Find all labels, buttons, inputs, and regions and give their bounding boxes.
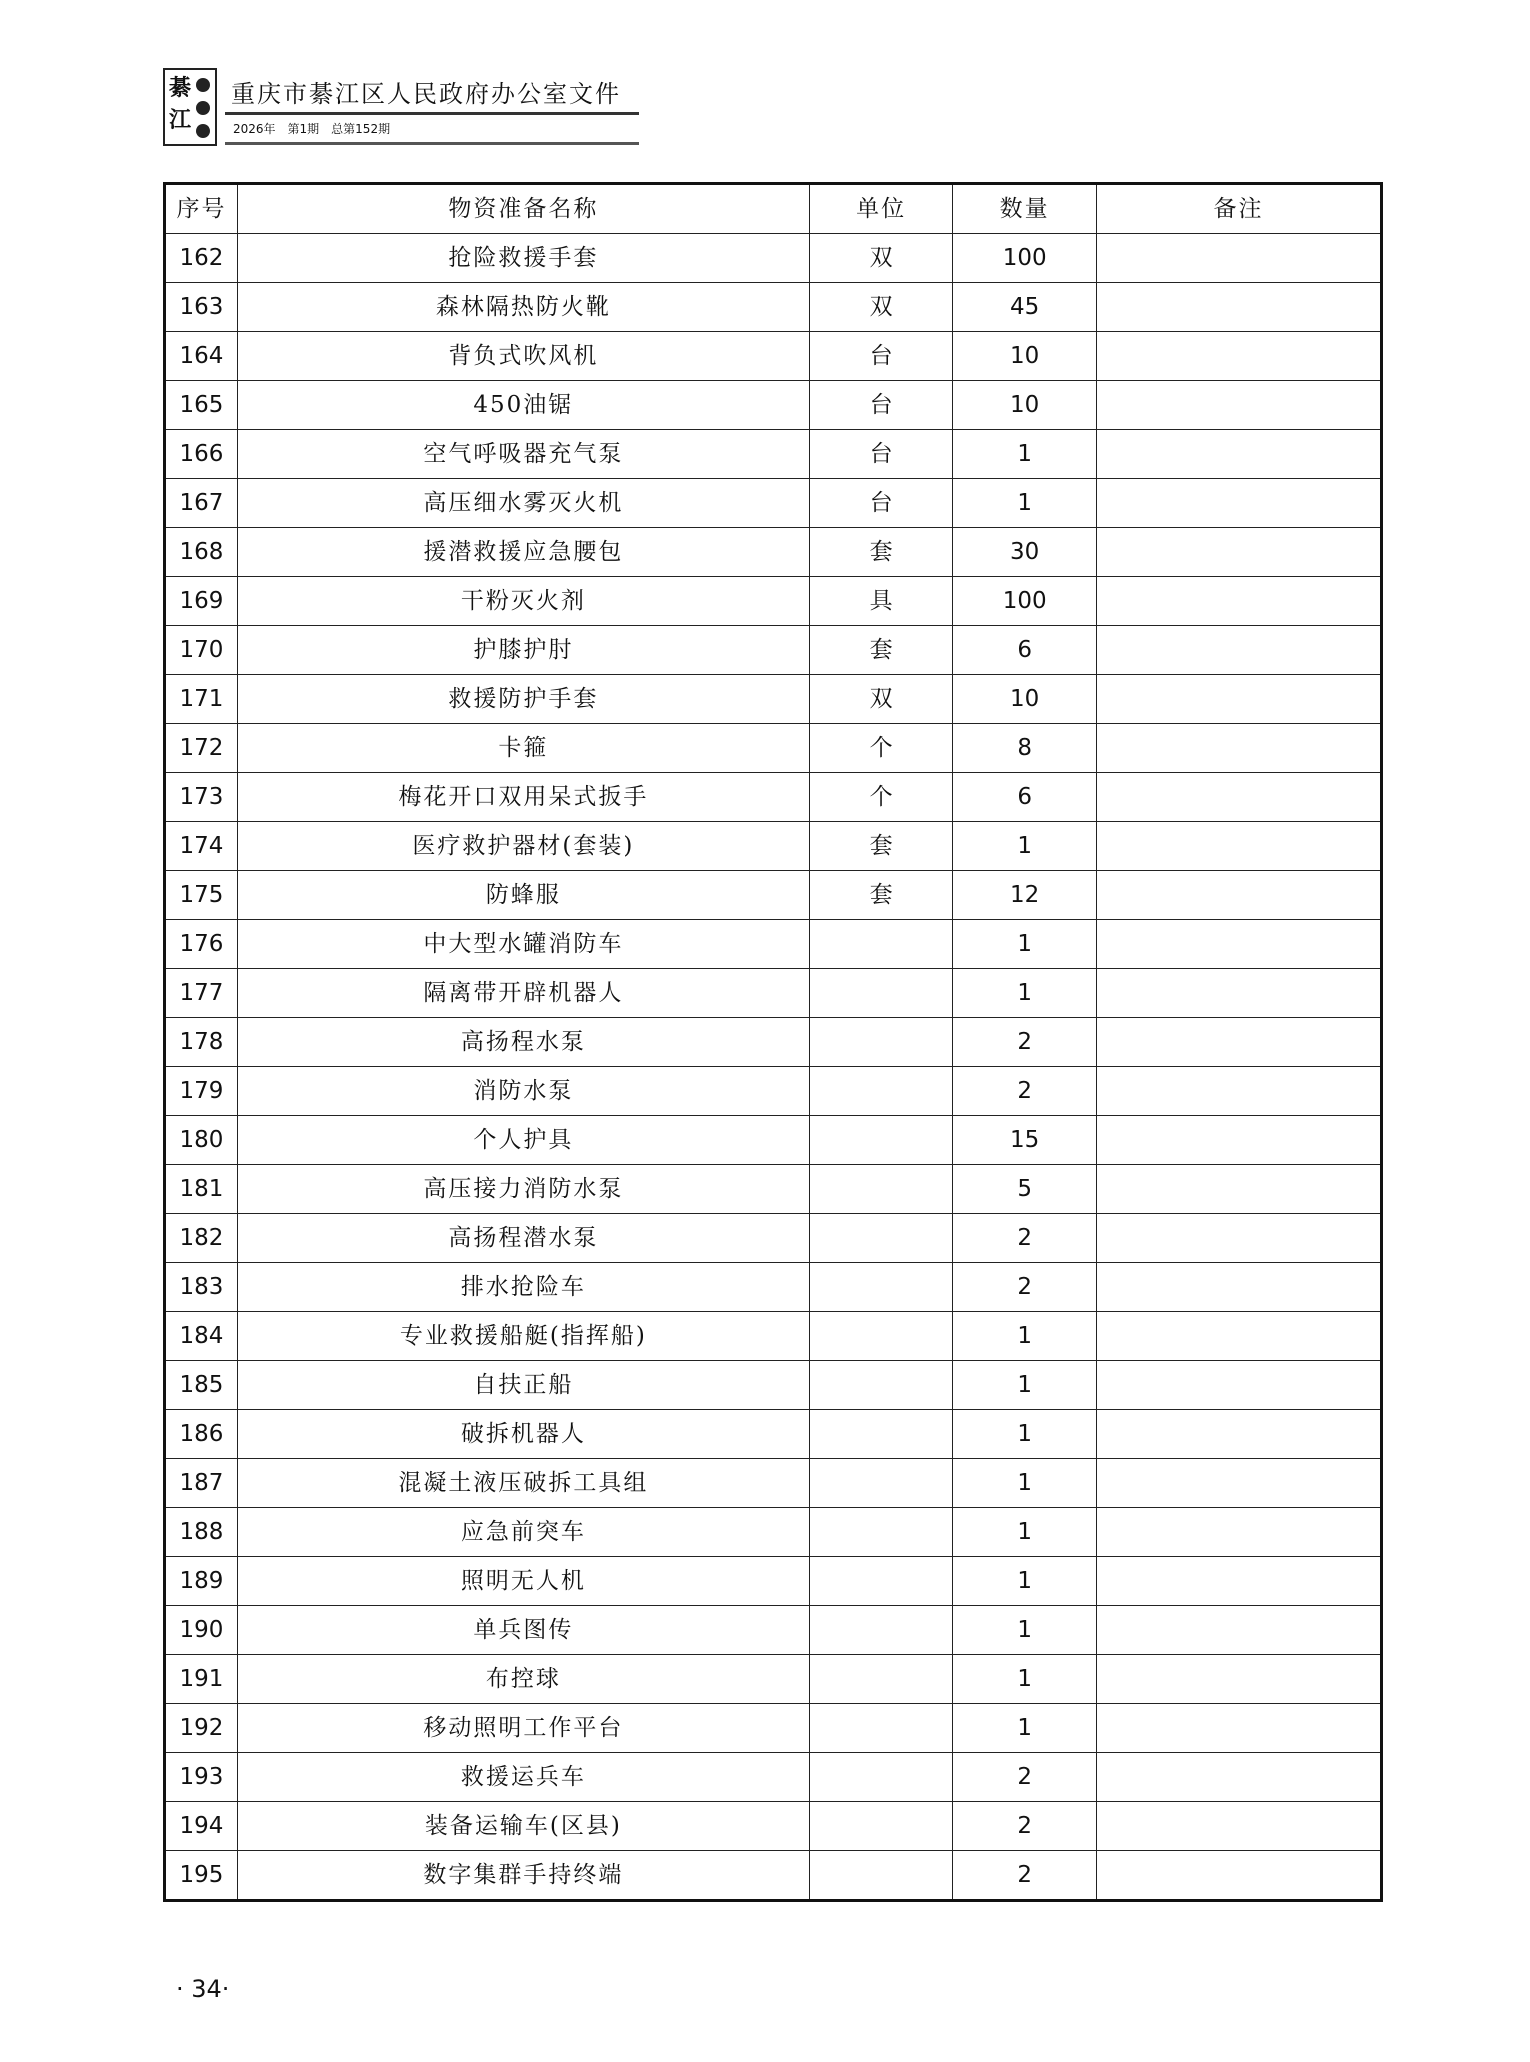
column-header-name: 物资准备名称 xyxy=(237,184,809,234)
cell-qty: 1 xyxy=(953,1655,1097,1704)
table-row xyxy=(165,675,1382,724)
table-row xyxy=(165,1704,1382,1753)
cell-name: 背负式吹风机 xyxy=(237,332,809,381)
cell-qty: 6 xyxy=(953,626,1097,675)
cell-no: 181 xyxy=(165,1165,238,1214)
cell-name: 高扬程水泵 xyxy=(237,1018,809,1067)
header-rule-top xyxy=(225,112,639,115)
cell-note xyxy=(1096,1410,1381,1459)
cell-qty: 1 xyxy=(953,1606,1097,1655)
cell-name: 自扶正船 xyxy=(237,1361,809,1410)
cell-name: 医疗救护器材(套装) xyxy=(237,822,809,871)
cell-qty: 2 xyxy=(953,1214,1097,1263)
cell-name: 卡箍 xyxy=(237,724,809,773)
document-title: 重庆市綦江区人民政府办公室文件 xyxy=(231,80,621,108)
cell-no: 185 xyxy=(165,1361,238,1410)
table-row xyxy=(165,381,1382,430)
cell-qty: 10 xyxy=(953,332,1097,381)
table-row xyxy=(165,1116,1382,1165)
cell-qty: 2 xyxy=(953,1018,1097,1067)
table-row xyxy=(165,1214,1382,1263)
cell-note xyxy=(1096,1018,1381,1067)
cell-unit: 台 xyxy=(809,479,953,528)
cell-note xyxy=(1096,1361,1381,1410)
cell-qty: 1 xyxy=(953,1410,1097,1459)
table-row xyxy=(165,528,1382,577)
table-row xyxy=(165,1018,1382,1067)
cell-no: 163 xyxy=(165,283,238,332)
cell-unit xyxy=(809,1459,953,1508)
cell-unit: 套 xyxy=(809,871,953,920)
cell-name: 防蜂服 xyxy=(237,871,809,920)
cell-no: 188 xyxy=(165,1508,238,1557)
cell-name: 破拆机器人 xyxy=(237,1410,809,1459)
cell-note xyxy=(1096,430,1381,479)
cell-name: 护膝护肘 xyxy=(237,626,809,675)
cell-name: 布控球 xyxy=(237,1655,809,1704)
cell-note xyxy=(1096,1753,1381,1802)
issue-info: 2026年 第1期 总第152期 xyxy=(233,122,391,136)
cell-note xyxy=(1096,626,1381,675)
cell-note xyxy=(1096,1851,1381,1901)
cell-qty: 1 xyxy=(953,1704,1097,1753)
cell-no: 186 xyxy=(165,1410,238,1459)
cell-name: 移动照明工作平台 xyxy=(237,1704,809,1753)
cell-name: 中大型水罐消防车 xyxy=(237,920,809,969)
cell-unit xyxy=(809,1116,953,1165)
cell-name: 救援运兵车 xyxy=(237,1753,809,1802)
cell-qty: 6 xyxy=(953,773,1097,822)
cell-name: 隔离带开辟机器人 xyxy=(237,969,809,1018)
cell-note xyxy=(1096,1655,1381,1704)
cell-note xyxy=(1096,1557,1381,1606)
cell-qty: 45 xyxy=(953,283,1097,332)
cell-note xyxy=(1096,1165,1381,1214)
table-row xyxy=(165,577,1382,626)
table-row xyxy=(165,1802,1382,1851)
cell-name: 应急前突车 xyxy=(237,1508,809,1557)
cell-note xyxy=(1096,1312,1381,1361)
cell-no: 184 xyxy=(165,1312,238,1361)
cell-name: 干粉灭火剂 xyxy=(237,577,809,626)
cell-note xyxy=(1096,1802,1381,1851)
cell-note xyxy=(1096,773,1381,822)
cell-name: 照明无人机 xyxy=(237,1557,809,1606)
cell-no: 173 xyxy=(165,773,238,822)
document-header xyxy=(163,68,639,148)
cell-note xyxy=(1096,724,1381,773)
cell-unit xyxy=(809,1263,953,1312)
cell-name: 450油锯 xyxy=(237,381,809,430)
cell-note xyxy=(1096,528,1381,577)
table-row xyxy=(165,283,1382,332)
cell-no: 183 xyxy=(165,1263,238,1312)
cell-qty: 10 xyxy=(953,381,1097,430)
cell-unit: 双 xyxy=(809,234,953,283)
cell-note xyxy=(1096,1606,1381,1655)
cell-no: 169 xyxy=(165,577,238,626)
cell-unit xyxy=(809,1655,953,1704)
cell-note xyxy=(1096,234,1381,283)
cell-note xyxy=(1096,577,1381,626)
cell-unit xyxy=(809,1214,953,1263)
cell-qty: 1 xyxy=(953,1459,1097,1508)
cell-qty: 2 xyxy=(953,1802,1097,1851)
cell-name: 消防水泵 xyxy=(237,1067,809,1116)
cell-unit: 套 xyxy=(809,528,953,577)
cell-name: 高压接力消防水泵 xyxy=(237,1165,809,1214)
cell-note xyxy=(1096,1116,1381,1165)
cell-no: 176 xyxy=(165,920,238,969)
cell-unit: 双 xyxy=(809,675,953,724)
cell-no: 177 xyxy=(165,969,238,1018)
cell-unit: 台 xyxy=(809,430,953,479)
cell-note xyxy=(1096,332,1381,381)
cell-unit xyxy=(809,969,953,1018)
cell-unit xyxy=(809,1312,953,1361)
table-row xyxy=(165,1312,1382,1361)
cell-unit: 个 xyxy=(809,773,953,822)
cell-qty: 8 xyxy=(953,724,1097,773)
cell-no: 195 xyxy=(165,1851,238,1901)
cell-note xyxy=(1096,283,1381,332)
cell-name: 单兵图传 xyxy=(237,1606,809,1655)
logo-char-1: 綦 xyxy=(169,75,192,101)
cell-unit: 台 xyxy=(809,381,953,430)
table-row xyxy=(165,1753,1382,1802)
table-row xyxy=(165,479,1382,528)
cell-name: 个人护具 xyxy=(237,1116,809,1165)
cell-note xyxy=(1096,822,1381,871)
table-body xyxy=(165,234,1382,1901)
table-row xyxy=(165,1263,1382,1312)
cell-qty: 2 xyxy=(953,1753,1097,1802)
cell-qty: 30 xyxy=(953,528,1097,577)
table-row xyxy=(165,1655,1382,1704)
cell-qty: 1 xyxy=(953,920,1097,969)
cell-no: 194 xyxy=(165,1802,238,1851)
cell-name: 数字集群手持终端 xyxy=(237,1851,809,1901)
cell-note xyxy=(1096,1508,1381,1557)
cell-note xyxy=(1096,381,1381,430)
cell-unit xyxy=(809,1606,953,1655)
cell-unit xyxy=(809,1165,953,1214)
logo-char-2: 江 xyxy=(169,107,192,133)
cell-qty: 1 xyxy=(953,1312,1097,1361)
cell-unit xyxy=(809,1410,953,1459)
cell-no: 193 xyxy=(165,1753,238,1802)
cell-unit xyxy=(809,1704,953,1753)
cell-qty: 2 xyxy=(953,1067,1097,1116)
cell-unit: 台 xyxy=(809,332,953,381)
cell-unit xyxy=(809,1018,953,1067)
cell-no: 168 xyxy=(165,528,238,577)
cell-unit xyxy=(809,1361,953,1410)
table-row xyxy=(165,234,1382,283)
table-row xyxy=(165,626,1382,675)
cell-qty: 1 xyxy=(953,822,1097,871)
cell-qty: 100 xyxy=(953,234,1097,283)
table-row xyxy=(165,969,1382,1018)
table-row xyxy=(165,871,1382,920)
cell-note xyxy=(1096,1067,1381,1116)
cell-no: 179 xyxy=(165,1067,238,1116)
cell-name: 抢险救援手套 xyxy=(237,234,809,283)
table-row xyxy=(165,430,1382,479)
journal-logo xyxy=(163,68,217,146)
cell-unit: 套 xyxy=(809,626,953,675)
cell-unit xyxy=(809,920,953,969)
cell-unit: 双 xyxy=(809,283,953,332)
table-row xyxy=(165,1067,1382,1116)
cell-qty: 1 xyxy=(953,479,1097,528)
cell-unit: 具 xyxy=(809,577,953,626)
cell-unit: 个 xyxy=(809,724,953,773)
logo-seal-icon xyxy=(195,78,211,138)
cell-no: 164 xyxy=(165,332,238,381)
cell-no: 162 xyxy=(165,234,238,283)
table-header-row xyxy=(165,184,1382,234)
cell-no: 175 xyxy=(165,871,238,920)
cell-name: 专业救援船艇(指挥船) xyxy=(237,1312,809,1361)
table-row xyxy=(165,724,1382,773)
table-row xyxy=(165,1410,1382,1459)
table-row xyxy=(165,773,1382,822)
cell-no: 166 xyxy=(165,430,238,479)
cell-name: 救援防护手套 xyxy=(237,675,809,724)
table-row xyxy=(165,920,1382,969)
cell-qty: 5 xyxy=(953,1165,1097,1214)
cell-note xyxy=(1096,1459,1381,1508)
cell-no: 189 xyxy=(165,1557,238,1606)
cell-unit xyxy=(809,1802,953,1851)
table-row xyxy=(165,1361,1382,1410)
table-row xyxy=(165,1508,1382,1557)
table-row xyxy=(165,1459,1382,1508)
cell-unit xyxy=(809,1753,953,1802)
cell-qty: 1 xyxy=(953,969,1097,1018)
cell-name: 空气呼吸器充气泵 xyxy=(237,430,809,479)
cell-note xyxy=(1096,1214,1381,1263)
cell-no: 167 xyxy=(165,479,238,528)
cell-no: 191 xyxy=(165,1655,238,1704)
cell-no: 170 xyxy=(165,626,238,675)
table-row xyxy=(165,1557,1382,1606)
cell-qty: 15 xyxy=(953,1116,1097,1165)
column-header-note: 备注 xyxy=(1096,184,1381,234)
cell-qty: 2 xyxy=(953,1851,1097,1901)
table-row xyxy=(165,822,1382,871)
cell-unit xyxy=(809,1508,953,1557)
cell-unit xyxy=(809,1067,953,1116)
cell-no: 180 xyxy=(165,1116,238,1165)
cell-qty: 10 xyxy=(953,675,1097,724)
cell-note xyxy=(1096,1263,1381,1312)
table-row xyxy=(165,332,1382,381)
cell-note xyxy=(1096,871,1381,920)
cell-qty: 1 xyxy=(953,1557,1097,1606)
cell-no: 171 xyxy=(165,675,238,724)
cell-name: 装备运输车(区县) xyxy=(237,1802,809,1851)
cell-no: 178 xyxy=(165,1018,238,1067)
cell-note xyxy=(1096,675,1381,724)
cell-no: 172 xyxy=(165,724,238,773)
cell-no: 182 xyxy=(165,1214,238,1263)
cell-name: 混凝土液压破拆工具组 xyxy=(237,1459,809,1508)
cell-name: 森林隔热防火靴 xyxy=(237,283,809,332)
cell-unit: 套 xyxy=(809,822,953,871)
cell-note xyxy=(1096,1704,1381,1753)
cell-note xyxy=(1096,969,1381,1018)
cell-qty: 1 xyxy=(953,430,1097,479)
table-row xyxy=(165,1606,1382,1655)
cell-qty: 1 xyxy=(953,1508,1097,1557)
cell-name: 高压细水雾灭火机 xyxy=(237,479,809,528)
page-number: · 34· xyxy=(176,1975,230,2003)
cell-no: 174 xyxy=(165,822,238,871)
materials-table xyxy=(163,182,1383,1902)
cell-note xyxy=(1096,479,1381,528)
cell-no: 190 xyxy=(165,1606,238,1655)
column-header-unit: 单位 xyxy=(809,184,953,234)
cell-note xyxy=(1096,920,1381,969)
column-header-qty: 数量 xyxy=(953,184,1097,234)
cell-unit xyxy=(809,1851,953,1901)
cell-unit xyxy=(809,1557,953,1606)
header-rule-bottom xyxy=(225,142,639,145)
cell-name: 高扬程潜水泵 xyxy=(237,1214,809,1263)
cell-name: 梅花开口双用呆式扳手 xyxy=(237,773,809,822)
cell-no: 187 xyxy=(165,1459,238,1508)
table-row xyxy=(165,1165,1382,1214)
table-row xyxy=(165,1851,1382,1901)
column-header-no: 序号 xyxy=(165,184,238,234)
cell-qty: 12 xyxy=(953,871,1097,920)
cell-qty: 2 xyxy=(953,1263,1097,1312)
cell-qty: 100 xyxy=(953,577,1097,626)
cell-name: 援潜救援应急腰包 xyxy=(237,528,809,577)
cell-qty: 1 xyxy=(953,1361,1097,1410)
cell-no: 165 xyxy=(165,381,238,430)
cell-no: 192 xyxy=(165,1704,238,1753)
cell-name: 排水抢险车 xyxy=(237,1263,809,1312)
